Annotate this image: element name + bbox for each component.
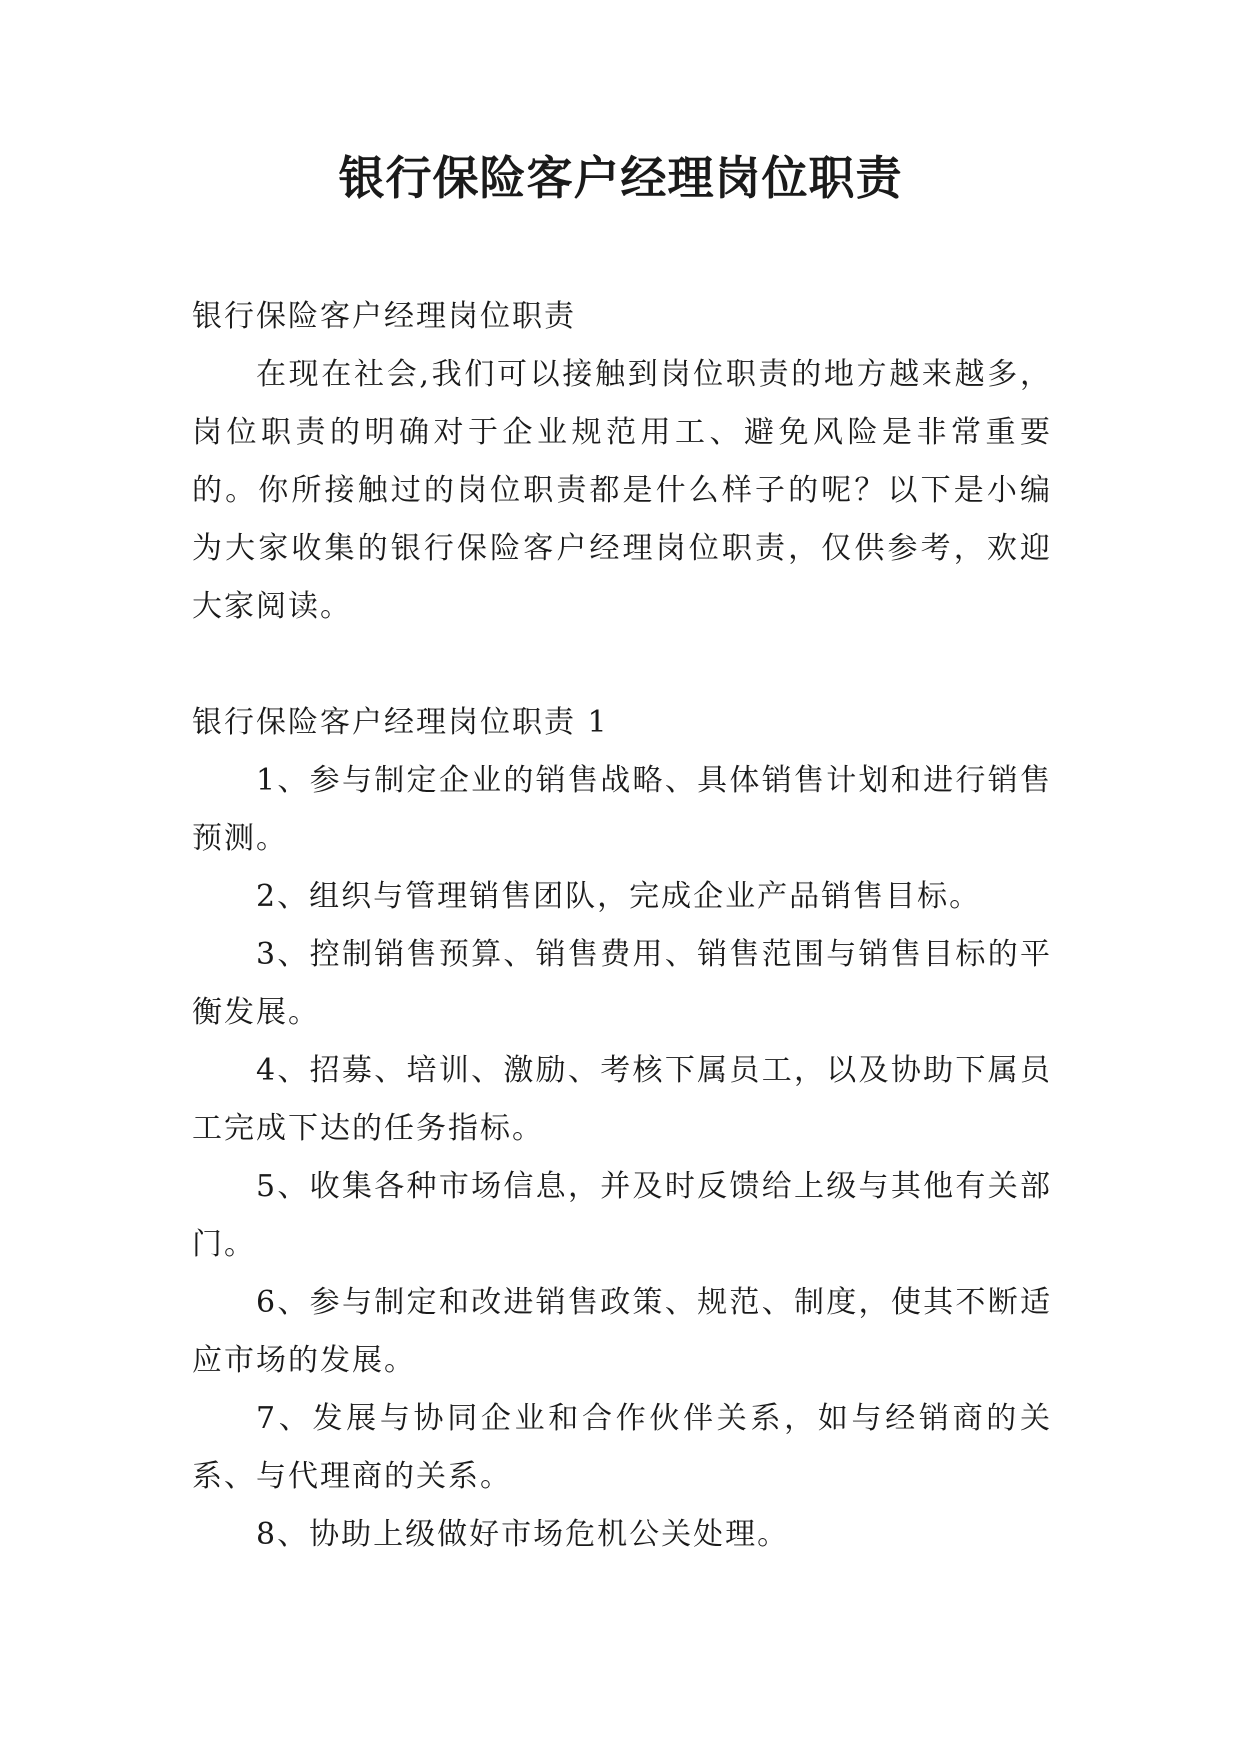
intro-paragraph: 在现在社会,我们可以接触到岗位职责的地方越来越多，岗位职责的明确对于企业规范用工、避免风险是非常重要的。你所接触过的岗位职责都是什么样子的呢？以下是小编为大家收集的银行保险客户经理岗位职责，仅供参考，欢迎大家阅读。	[192, 357, 1052, 624]
section-heading: 银行保险客户经理岗位职责 1	[192, 705, 609, 740]
duty-item-7: 7、发展与协同企业和合作伙伴关系，如与经销商的关系、与代理商的关系。	[192, 1401, 1052, 1494]
duty-item-3: 3、控制销售预算、销售费用、销售范围与销售目标的平衡发展。	[192, 937, 1052, 1030]
duty-item-4: 4、招募、培训、激励、考核下属员工，以及协助下属员工完成下达的任务指标。	[192, 1053, 1052, 1146]
duty-item-1: 1、参与制定企业的销售战略、具体销售计划和进行销售预测。	[192, 763, 1052, 856]
duty-item-2: 2、组织与管理销售团队，完成企业产品销售目标。	[256, 879, 982, 914]
document-title: 银行保险客户经理岗位职责	[338, 151, 903, 205]
duty-item-6: 6、参与制定和改进销售政策、规范、制度，使其不断适应市场的发展。	[192, 1285, 1052, 1378]
paragraph-spacer	[192, 636, 1052, 694]
duty-item-5: 5、收集各种市场信息，并及时反馈给上级与其他有关部门。	[192, 1169, 1052, 1262]
document-body	[192, 288, 1052, 1564]
duty-item-8: 8、协助上级做好市场危机公关处理。	[256, 1517, 790, 1552]
document-subtitle: 银行保险客户经理岗位职责	[192, 299, 576, 334]
